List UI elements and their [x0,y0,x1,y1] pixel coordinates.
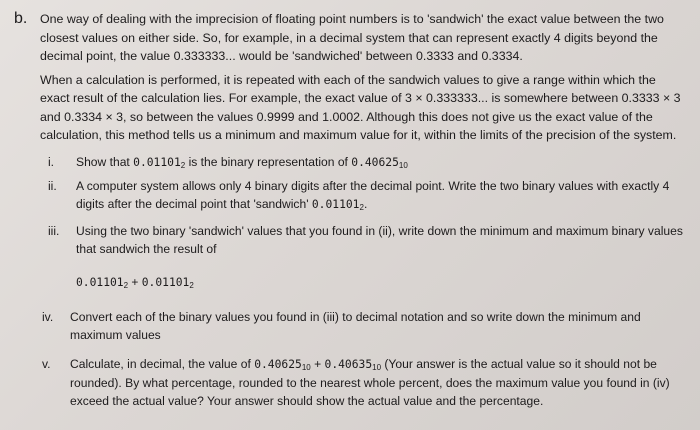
base-subscript: 10 [372,362,382,372]
base-subscript: 2 [123,280,129,290]
question-label: ii. [48,178,57,193]
base-subscript: 10 [301,362,311,372]
decimal-value: 0.40635 [324,357,373,371]
text-run: Calculate, in decimal, the value of [70,356,255,371]
question-label: iii. [48,223,60,238]
question-label: iv. [42,309,54,324]
question-text: Convert each of the binary values you found in (iii) to decimal notation and so write down the minimum and maximum values [70,309,641,342]
question-iii [48,222,686,258]
intro-paragraph-2: When a calculation is performed, it is repeated with each of the sandwich values to give a range within which the exact result of the calculation lies. For example, the exact value of 3 × 0.333333... is somewhere between 0.3333 × 3 and 0.3334 × 3, so between the values 0.9999 and 1.0002. Although this does not give us the exact value of the calculation, this method tells us a minimum and maximum value for it, within the limits of the precision of the system. [40,72,681,142]
base-subscript: 2 [189,280,194,290]
text-run: (Your answer is the actual value so it should not be rounded). By what percentage, rounded to the nearest whole percent, does the maximum value you found in (iv) exceed the actual value? Your answer should show the actual value and the percentage. [70,356,670,408]
text-run: A computer system allows only 4 binary digits after the decimal point. Write the two binary values with exactly 4 digits after the decimal point that 'sandwich' [76,178,670,211]
plus-operator: + [310,356,325,371]
binary-sum-expression [76,275,686,289]
text-run: is the binary representation of [185,154,352,169]
question-text: Using the two binary 'sandwich' values that you found in (ii), write down the minimum and maximum binary values that sandwich the result of [76,223,683,256]
question-label: v. [42,356,51,371]
decimal-value: 0.40625 [351,155,399,169]
plus-operator: + [128,274,142,289]
binary-value: 0.01101 [311,197,360,211]
question-text [76,177,686,214]
intro-paragraph-1: One way of dealing with the imprecision of floating point numbers is to 'sandwich' the exact value between the two closest values on either side. So, for example, in a decimal system that can represent exactly 4 digits beyond the decimal point, the value 0.333333... would be 'sandwiched' between 0.3333 and 0.3334. [40,12,664,63]
question-ii [48,177,686,214]
text-run: . [363,196,368,211]
binary-value: 0.01101 [133,155,181,169]
question-label: i. [48,154,55,169]
question-text [70,355,686,410]
part-label: b. [14,10,28,27]
base-subscript: 2 [359,202,364,212]
question-i [48,153,686,172]
base-subscript: 2 [180,160,186,170]
binary-value: 0.01101 [141,275,190,289]
question-v [42,355,686,410]
part-b-body [40,10,686,68]
binary-value: 0.01101 [76,275,124,289]
question-iv [42,308,686,344]
decimal-value: 0.40625 [254,357,302,371]
text-run: Show that [76,154,134,169]
part-b [14,10,686,68]
base-subscript: 10 [398,160,408,170]
question-text [76,153,686,172]
